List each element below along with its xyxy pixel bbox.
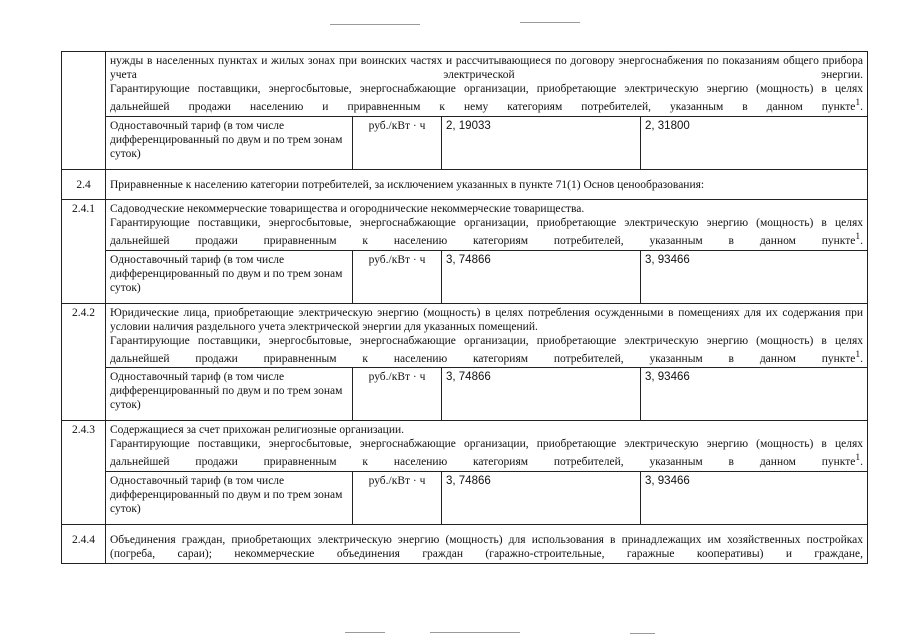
tariff-value-second-half: 3, 93466 — [641, 250, 868, 303]
row-number: 2.4.4 — [62, 525, 106, 564]
description-text: Гарантирующие поставщики, энергосбытовые, энергоснабжающие организации, приобретающие электрическую энергию (мощность) в целях дальнейшей продажи приравненным к населению категориям потребителей, указанным в данном пункте$^1$. — [110, 216, 864, 247]
scan-mark-top — [330, 24, 420, 25]
footnote-mark: 1 — [855, 452, 861, 464]
footnote-mark: 1 — [855, 348, 861, 360]
footnote-mark: 1 — [855, 97, 861, 108]
tariff-row — [62, 472, 868, 525]
tariff-row — [62, 116, 868, 169]
row-number-cell — [62, 52, 106, 170]
description-text: Гарантирующие поставщики, энергосбытовые, энергоснабжающие организации, приобретающие электрическую энергию (мощность) в целях дальнейшей продажи приравненным к населению категориям потребителей, указанным в данном пункте$^1$. — [110, 438, 864, 469]
tariff-value-second-half: 2, 31800 — [641, 116, 868, 169]
tariff-name: Одноставочный тариф (в том числе дифференцированный по двум и по трем зонам суток) — [106, 250, 353, 303]
scan-mark-bottom — [345, 632, 385, 633]
row-description — [106, 199, 868, 250]
table-row — [62, 52, 868, 117]
tariff-value-first-half: 3, 74866 — [442, 368, 641, 421]
row-description — [106, 303, 868, 368]
tariff-unit: руб./кВт · ч — [353, 116, 442, 169]
tariff-unit: руб./кВт · ч — [353, 368, 442, 421]
description-text: Юридические лица, приобретающие электрическую энергию (мощность) в целях потребления осужденными в помещениях для их содержания при условии наличия раздельного учета электрической энергии для указанных помещений. — [110, 306, 864, 333]
row-number: 2.4.2 — [62, 303, 106, 421]
table-row — [62, 199, 868, 250]
tariff-unit: руб./кВт · ч — [353, 250, 442, 303]
scan-mark-bottom-2 — [430, 632, 520, 633]
scan-mark-bottom-3 — [630, 633, 655, 634]
scan-mark-top-right — [520, 22, 580, 23]
tariff-row — [62, 250, 868, 303]
row-number: 2.4.3 — [62, 421, 106, 525]
tariff-name: Одноставочный тариф (в том числе дифференцированный по двум и по трем зонам суток) — [106, 472, 353, 525]
tariff-value-second-half: 3, 93466 — [641, 472, 868, 525]
row-number: 2.4.1 — [62, 199, 106, 303]
tariff-value-first-half: 2, 19033 — [442, 116, 641, 169]
tariff-unit: руб./кВт · ч — [353, 472, 442, 525]
row-number: 2.4 — [62, 169, 106, 199]
description-text: Объединения граждан, приобретающих электрическую энергию (мощность) для использования в принадлежащих им хозяйственных постройках (погреба, сараи); некоммерческие объединения граждан (гаражно-строительные, гаражные кооперативы) и граждане, — [110, 534, 864, 561]
tariff-name: Одноставочный тариф (в том числе дифференцированный по двум и по трем зонам суток) — [106, 368, 353, 421]
footnote-mark: 1 — [855, 230, 861, 242]
table-row — [62, 525, 868, 564]
tariff-name: Одноставочный тариф (в том числе дифференцированный по двум и по трем зонам суток) — [106, 116, 353, 169]
tariff-table — [61, 51, 868, 564]
description-text: нужды в населенных пунктах и жилых зонах при воинских частях и рассчитывающиеся по договору энергоснабжения по показаниям общего прибора учета электрической энергии. — [110, 55, 864, 81]
row-description — [106, 421, 868, 472]
description-text: Гарантирующие поставщики, энергосбытовые, энергоснабжающие организации, приобретающие электрическую энергию (мощность) в целях дальнейшей продажи населению и приравненным к нему категориям потребителей, указанным в данном пункте$^1$. — [110, 83, 864, 113]
row-description: Приравненные к населению категории потребителей, за исключением указанных в пункте 71(1) Основ ценообразования: — [106, 169, 868, 199]
table-row — [62, 169, 868, 199]
tariff-value-first-half: 3, 74866 — [442, 472, 641, 525]
row-description — [106, 52, 868, 117]
description-text: Садоводческие некоммерческие товарищества и огороднические некоммерческие товарищества. — [110, 202, 585, 215]
table-row — [62, 303, 868, 368]
row-description — [106, 525, 868, 564]
description-text: Содержащиеся за счет прихожан религиозные организации. — [110, 424, 404, 437]
description-text: Гарантирующие поставщики, энергосбытовые, энергоснабжающие организации, приобретающие электрическую энергию (мощность) в целях дальнейшей продажи приравненным к населению категориям потребителей, указанным в данном пункте$^1$. — [110, 334, 864, 365]
table-row — [62, 421, 868, 472]
tariff-value-second-half: 3, 93466 — [641, 368, 868, 421]
tariff-value-first-half: 3, 74866 — [442, 250, 641, 303]
tariff-row — [62, 368, 868, 421]
